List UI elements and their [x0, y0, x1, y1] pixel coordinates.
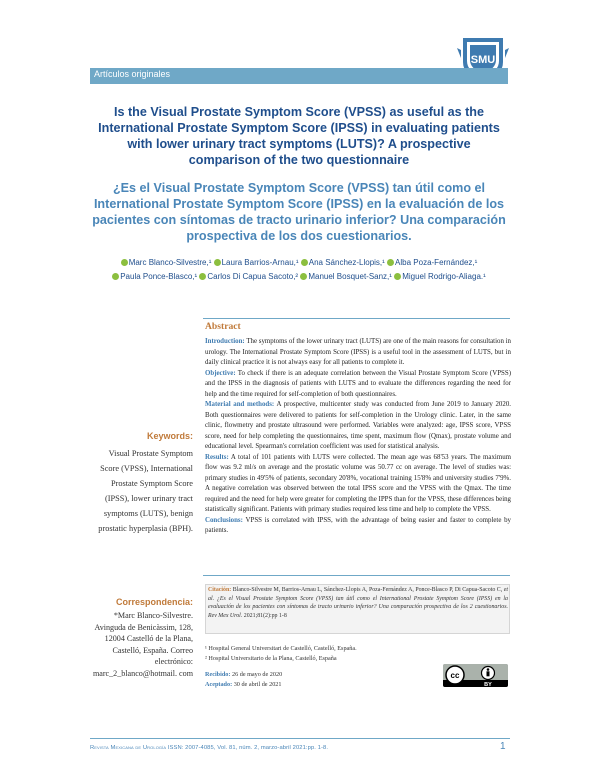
abstract-top-rule: [203, 318, 510, 319]
journal-name: Revista Mexicana de Urología: [90, 745, 167, 751]
author[interactable]: Miguel Rodrigo-Aliaga.¹: [394, 272, 486, 281]
authors-list: [90, 256, 508, 284]
cc-by-license-icon[interactable]: [443, 664, 508, 687]
svg-text:cc: cc: [450, 671, 460, 680]
orcid-icon[interactable]: [112, 273, 119, 280]
page-number: 1: [500, 741, 506, 752]
footer: [90, 745, 490, 751]
section-label: Artículos originales: [94, 69, 171, 79]
keywords-heading: Keywords:: [146, 431, 193, 441]
title-spanish: ¿Es el Visual Prostate Symptom Score (VPSS) tan útil como el International Prostate Symptom Score (IPSS) en la evaluación de los pacientes con síntomas de tracto urinario inferior? Una comparación prospectiva de los dos cuestionarios.: [92, 181, 506, 243]
orcid-icon[interactable]: [199, 273, 206, 280]
logo-text: SMU: [470, 54, 496, 66]
section-bar: [90, 68, 508, 84]
author[interactable]: Carlos Di Capua Sacoto,²: [199, 272, 298, 281]
correspondence-heading: Correspondencia:: [115, 597, 193, 607]
author[interactable]: Alba Poza-Fernández,¹: [387, 258, 477, 267]
abstract-body: [205, 337, 511, 537]
abstract-methods: Material and methods: A prospective, multicenter study was conducted from June 2019 to January 2020. Both questionnaires were delivered to patients for self-completion in the Urology clinic. Later, in the same clinic, flowmetry and prostate ultrasound were performed. Variables were analyzed: age, IPSS score, VPSS score, need for help completing the questionnaires, time spent, maximum flow (Qmax), prostate volume and educational level. Spearman's correlation coefficient was used for statistical analysis.: [205, 401, 511, 450]
affiliation-1: ¹ Hospital General Universitari de Castelló, Castelló, España.: [205, 645, 357, 652]
orcid-icon[interactable]: [121, 259, 128, 266]
abstract-objective: Objective: To check if there is an adequate correlation between the Visual Prostate Symptom Score (VPSS) and the IPSS in the diagnosis of patients with LUTS and to evaluate the differences regarding the need for help and the time required for self-completion of both questionnaires.: [205, 369, 511, 398]
footer-rule: [90, 738, 510, 739]
license-label: BY: [484, 682, 492, 687]
abstract-introduction: Introduction: The symptoms of the lower urinary tract (LUTS) are one of the main reasons for consultation in urology. The International Prostate Symptom Score (IPSS) is a useful tool in the assessment of LUTS, but in daily clinical practice it is not always easy for all patients to complete it.: [205, 338, 511, 366]
correspondence-text: *Marc Blanco-Silvestre. Avinguda de Benicàssim, 128, 12004 Castelló de la Plana, Castelló, España. Correo electrónico: marc_2_blanco@hotmail. com: [92, 611, 193, 678]
author[interactable]: Laura Barrios-Arnau,¹: [214, 258, 299, 267]
author[interactable]: Manuel Bosquet-Sanz,¹: [300, 272, 392, 281]
author[interactable]: Paula Ponce-Blasco,¹: [112, 272, 197, 281]
abstract-heading: Abstract: [205, 321, 241, 332]
citation-text: Citación: Blanco-Silvestre M, Barrios-Arnau L, Sánchez-Llopis A, Poza-Fernández A, Ponce-Blasco P, Di Capua-Sacoto C, et al. ¿Es el Visual Prostate Symptom Score (VPSS) tan útil como el International Prostate Symptom Score (IPSS) en la evaluación de los pacientes con síntomas de tracto urinario inferior? Una comparación prospectiva de los 2 cuestionarios. Rev Mex Urol. 2021;81(2):pp 1-8: [208, 587, 508, 619]
author[interactable]: Marc Blanco-Silvestre,¹: [121, 258, 212, 267]
abstract-conclusions: Conclusions: VPSS is correlated with IPSS, with the advantage of being easier and faster to complete by patients.: [205, 516, 511, 534]
orcid-icon[interactable]: [300, 273, 307, 280]
received-date: Recibido: 26 de mayo de 2020: [205, 671, 283, 678]
abstract-results: Results: A total of 101 patients with LUTS were collected. The mean age was 68'53 years. The maximum flow was 9.2 ml/s on average and the prostatic volume was 50.77 cc on average. The level of studies was: primary studies in 49'5% of patients, secondary 20'8%, vocational training 15'8% and university studies 7'9%. A negative correlation was observed between the total IPSS score and the VPSS with the Qmax. The time required and the need for help were greater for completing the IPPS than for the VPSS, these differences being statistically significant. Patients with primary studies required less time and help to complete the VPSS.: [205, 453, 511, 513]
author[interactable]: Ana Sánchez-Llopis,¹: [301, 258, 385, 267]
accepted-date: Aceptado: 30 de abril de 2021: [205, 681, 282, 688]
keywords-text: Visual Prostate Symptom Score (VPSS), International Prostate Symptom Score (IPSS), lower urinary tract symptoms (LUTS), benign prostatic hyperplasia (BPH).: [98, 449, 193, 533]
abstract-bottom-rule: [203, 575, 510, 576]
affiliation-2: ² Hospital Universitario de la Plana, Castelló, España: [205, 655, 337, 662]
title-english: Is the Visual Prostate Symptom Score (VPSS) as useful as the International Prostate Symptom Score (IPSS) in evaluating patients with lower urinary tract symptoms (LUTS)? A prospective comparison of the two questionnaire: [98, 105, 500, 167]
orcid-icon[interactable]: [214, 259, 221, 266]
orcid-icon[interactable]: [387, 259, 394, 266]
orcid-icon[interactable]: [394, 273, 401, 280]
journal-info: ISSN: 2007-4085, Vol. 81, núm. 2, marzo-abril 2021:pp. 1-8.: [167, 745, 329, 751]
orcid-icon[interactable]: [301, 259, 308, 266]
